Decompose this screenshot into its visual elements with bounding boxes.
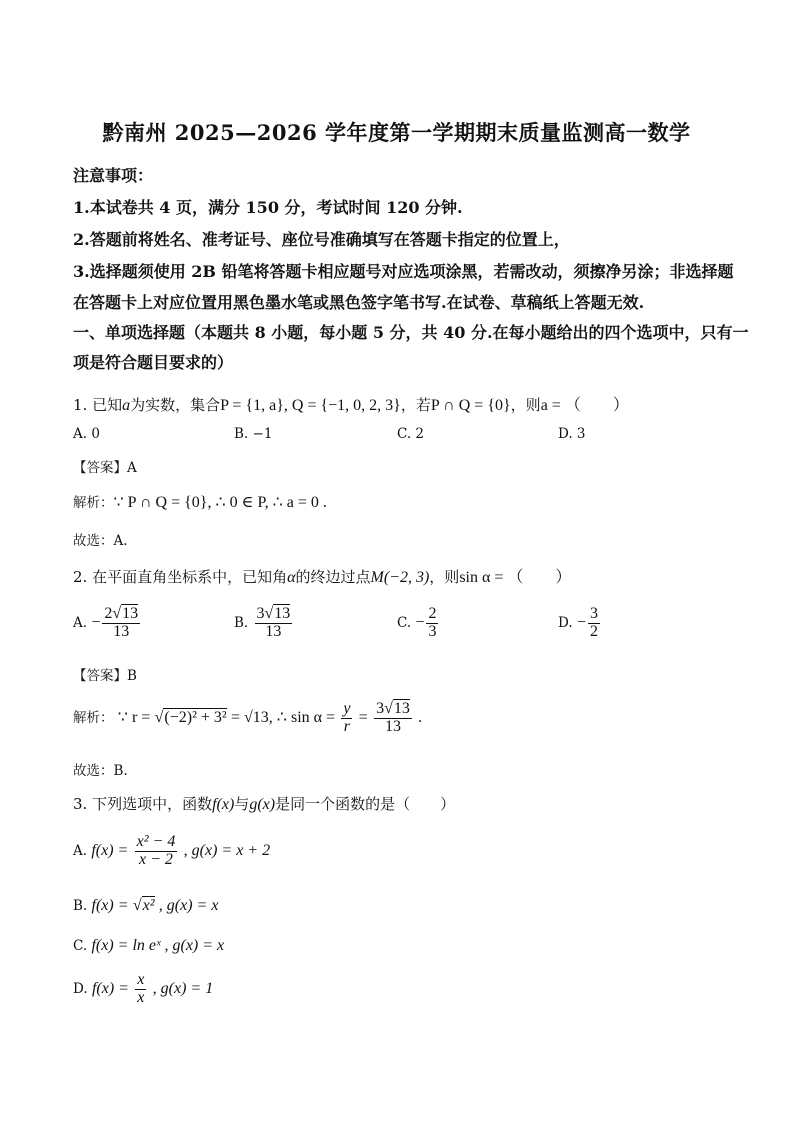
q3-option-a: A. f(x) = $\frac{\text{x² − 4}}{x - 2}$ , g(x) = x + 2 bbox=[73, 833, 271, 868]
note-item-2: 2.答题前将姓名、准考证号、座位号准确填写在答题卡指定的位置上， bbox=[73, 230, 570, 249]
q1-option-c: C. 2 bbox=[397, 426, 425, 442]
q1-option-d: D. 3 bbox=[558, 426, 586, 442]
q2-answer: 【答案】B bbox=[73, 668, 137, 684]
q2-option-c: C. − $\frac{2}{3}$ bbox=[397, 605, 437, 640]
q3-option-c: C. f(x) = ln eˣ , g(x) = x bbox=[73, 937, 225, 954]
section-heading-cont: 项是符合题目要求的） bbox=[73, 353, 234, 372]
section-heading: 一、单项选择题（本题共 8 小题，每小题 5 分，共 40 分.在每小题给出的四个选项中，只有一 bbox=[73, 323, 749, 342]
question-1-stem: 1. 已知a为实数，集合P = {1, a}, Q = {−1, 0, 2, 3}，若P ∩ Q = {0}，则a = （ ） bbox=[73, 396, 629, 414]
q1-solution: 解析：∵ P ∩ Q = {0}, ∴ 0 ∈ P, ∴ a = 0 . bbox=[73, 494, 327, 511]
q2-option-a: A. − $\frac{2√13}{13}$ bbox=[73, 605, 139, 640]
q3-option-b: B. f(x) = √x² , g(x) = x bbox=[73, 897, 219, 914]
page-title: 黔南州 2025—2026 学年度第一学期期末质量监测高一数学 bbox=[102, 120, 691, 145]
q2-option-d: D. − $\frac{3}{2}$ bbox=[558, 605, 598, 640]
q1-answer: 【答案】A bbox=[73, 460, 137, 476]
notes-heading: 注意事项： bbox=[73, 166, 154, 185]
note-item-3: 3.选择题须使用 2B 铅笔将答题卡相应题号对应选项涂黑，若需改动，须擦净另涂；非选择题 bbox=[73, 262, 734, 281]
q2-option-b: B. $\frac{3√13}{13}$ bbox=[234, 605, 291, 640]
q1-option-a: A. 0 bbox=[73, 426, 100, 442]
note-item-4: 在答题卡上对应位置用黑色墨水笔或黑色签字笔书写.在试卷、草稿纸上答题无效. bbox=[73, 293, 645, 312]
q1-option-b: B. −1 bbox=[234, 426, 273, 442]
q2-choice: 故选：B. bbox=[73, 763, 128, 779]
q3-option-d: D. f(x) = $\frac{x}{x}$ , g(x) = 1 bbox=[73, 971, 214, 1006]
question-3-stem: 3. 下列选项中，函数f(x)与g(x)是同一个函数的是（ ） bbox=[73, 795, 456, 813]
question-2-stem: 2. 在平面直角坐标系中，已知角α的终边过点M(−2, 3)，则sin α = （ ） bbox=[73, 568, 572, 586]
q1-choice: 故选：A. bbox=[73, 533, 128, 549]
q2-solution: 解析： ∵ r = √(−2)² + 3² = √13, ∴ sin α = $\frac{y}{r}$ = $\frac{3√13}{13}$ . bbox=[73, 700, 423, 735]
note-item-1: 1.本试卷共 4 页，满分 150 分，考试时间 120 分钟. bbox=[73, 198, 463, 217]
